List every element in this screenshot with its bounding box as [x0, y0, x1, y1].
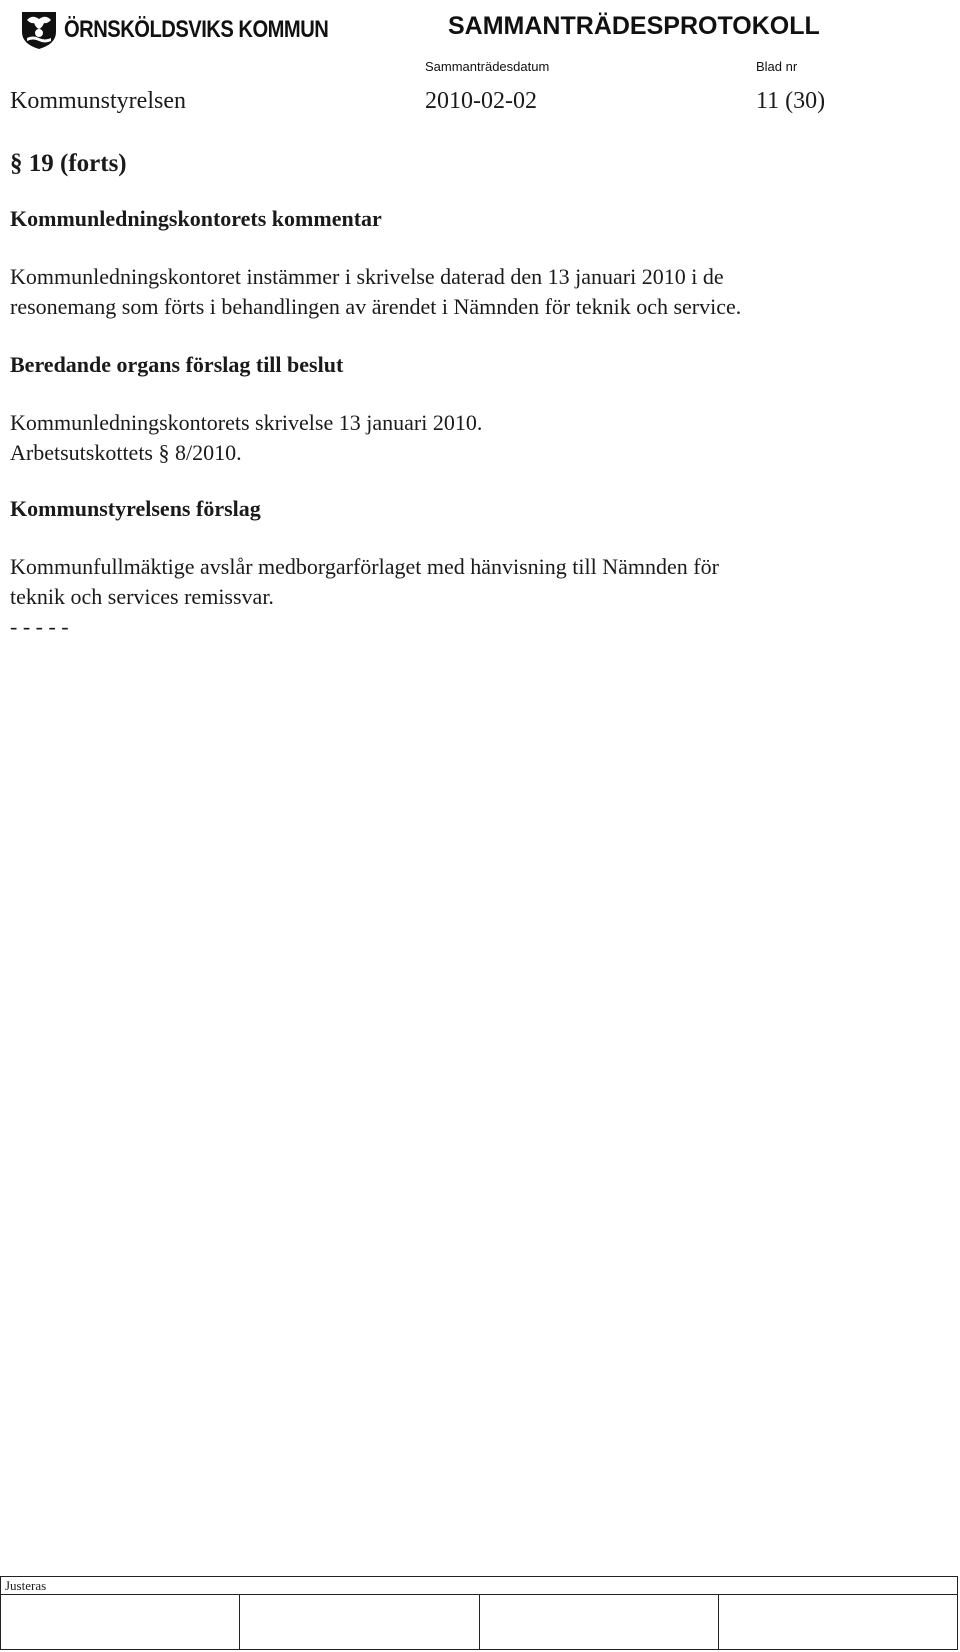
signature-table	[0, 1576, 958, 1650]
signature-cell-1	[1, 1595, 240, 1649]
paragraph-beredande-line-1: Kommunledningskontorets skrivelse 13 januari 2010.	[10, 410, 483, 435]
paragraph-kommentar-line-2: resonemang som förts i behandlingen av ärendet i Nämnden för teknik och service.	[10, 294, 742, 319]
meeting-date: 2010-02-02	[425, 88, 537, 114]
heading-beredande-forslag: Beredande organs förslag till beslut	[10, 352, 344, 377]
committee-name: Kommunstyrelsen	[10, 88, 186, 114]
paragraph-forslag-line-2: teknik och services remissvar.	[10, 584, 274, 609]
justeras-label: Justeras	[5, 1578, 47, 1593]
signature-cell-3	[480, 1595, 719, 1649]
signature-row	[1, 1594, 957, 1649]
heading-kommunstyrelsens-forslag: Kommunstyrelsens förslag	[10, 496, 261, 521]
section-title: § 19 (forts)	[10, 150, 127, 177]
header-logo	[20, 10, 329, 50]
end-marker: - - - - -	[10, 614, 69, 639]
paragraph-forslag-line-1: Kommunfullmäktige avslår medborgarförlaget med hänvisning till Nämnden för	[10, 554, 719, 579]
date-label: Sammanträdesdatum	[425, 59, 550, 74]
page-label: Blad nr	[756, 59, 798, 74]
signature-cell-2	[240, 1595, 479, 1649]
heading-kommentar: Kommunledningskontorets kommentar	[10, 206, 382, 231]
page-number: 11 (30)	[756, 88, 826, 114]
paragraph-kommentar-line-1: Kommunledningskontoret instämmer i skrivelse daterad den 13 januari 2010 i de	[10, 264, 724, 289]
organization-name: ÖRNSKÖLDSVIKS KOMMUN	[64, 16, 329, 43]
signature-cell-4	[719, 1595, 957, 1649]
document-type-title: SAMMANTRÄDESPROTOKOLL	[448, 12, 820, 40]
paragraph-beredande-line-2: Arbetsutskottets § 8/2010.	[10, 440, 242, 465]
municipal-coat-of-arms-icon	[20, 10, 58, 50]
